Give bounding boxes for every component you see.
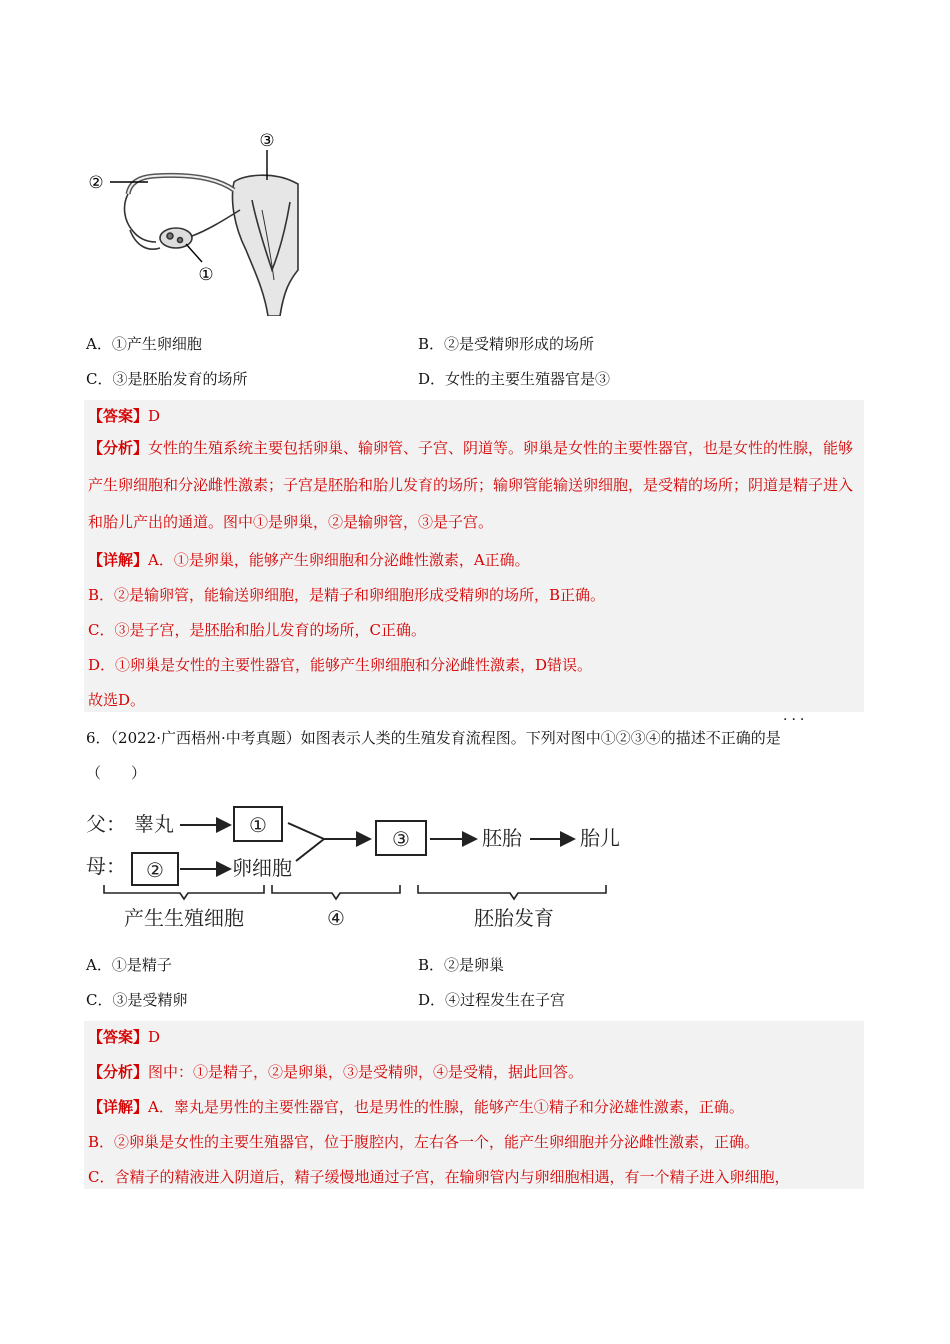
flow-mother: 母： (86, 854, 126, 878)
q6-answer (88, 1026, 160, 1047)
q5-option-d: D．女性的主要生殖器官是③ (418, 370, 611, 388)
flow-box-2-label: ② (146, 858, 164, 882)
q6-detail-a-text: A．睾丸是男性的主要性器官，也是男性的性腺，能够产生①精子和分泌雄性激素，正确。 (148, 1098, 744, 1116)
flow-embryo: 胚胎 (482, 826, 522, 850)
q5-option-b: B．②是受精卵形成的场所 (418, 335, 595, 353)
figure-label-1: ① (198, 265, 214, 285)
flow-box-1-label: ① (249, 813, 267, 837)
q5-detail-a-text: A．①是卵巢，能够产生卵细胞和分泌雌性激素，A正确。 (148, 551, 530, 569)
flow-stage-1: 产生生殖细胞 (124, 906, 244, 930)
q5-detail-tag: 【详解】 (88, 551, 149, 569)
q6-paren: （ ） (86, 764, 147, 782)
q5-option-a: A．①产生卵细胞 (86, 335, 202, 353)
q5-detail-a (88, 549, 530, 570)
figure-label-3: ③ (259, 131, 275, 151)
q5-analysis (88, 430, 860, 541)
q5-detail-c: C．③是子宫，是胚胎和胎儿发育的场所，C正确。 (88, 621, 426, 639)
q6-analysis-tag: 【分析】 (88, 1063, 149, 1081)
q6-detail-tag: 【详解】 (88, 1098, 149, 1116)
q5-analysis-tag: 【分析】 (88, 439, 149, 457)
q6-option-a: A．①是精子 (86, 956, 172, 974)
female-reproductive-system-figure (84, 130, 306, 316)
q5-conclusion: 故选D。 (88, 691, 146, 709)
q6-detail-a (88, 1096, 744, 1117)
q5-detail-b: B．②是输卵管，能输送卵细胞，是精子和卵细胞形成受精卵的场所，B正确。 (88, 586, 606, 604)
q6-answer-value: D (148, 1028, 161, 1046)
q6-answer-tag: 【答案】 (88, 1028, 149, 1046)
q6-analysis (88, 1061, 583, 1082)
q6-stem: 6．（2022·广西梧州·中考真题）如图表示人类的生殖发育流程图。下列对图中①②③④的描述不正确的是 (86, 729, 781, 747)
q6-analysis-text: 图中：①是精子，②是卵巢，③是受精卵，④是受精，据此回答。 (148, 1063, 584, 1081)
q5-option-c: C．③是胚胎发育的场所 (86, 370, 248, 388)
flow-stage-3: 胚胎发育 (474, 906, 554, 930)
q6-option-d: D．④过程发生在子宫 (418, 991, 566, 1009)
q5-answer (88, 405, 160, 426)
q5-answer-value: D (148, 407, 161, 425)
emphasis-dots: ··· (783, 712, 809, 728)
q6-option-c: C．③是受精卵 (86, 991, 188, 1009)
flow-stage-2: ④ (327, 906, 345, 930)
flow-box-3-label: ③ (392, 827, 410, 851)
flow-father: 父： (86, 812, 126, 836)
figure-label-2: ② (88, 173, 104, 193)
flow-egg: 卵细胞 (232, 856, 292, 880)
q6-detail-b: B．②卵巢是女性的主要生殖器官，位于腹腔内，左右各一个，能产生卵细胞并分泌雌性激素，正确。 (88, 1133, 760, 1151)
q6-detail-c: C．含精子的精液进入阴道后，精子缓慢地通过子宫，在输卵管内与卵细胞相遇，有一个精子进入卵细胞， (88, 1168, 790, 1186)
q5-detail-d: D．①卵巢是女性的主要性器官，能够产生卵细胞和分泌雌性激素，D错误。 (88, 656, 593, 674)
flow-testis: 睾丸 (134, 812, 174, 836)
q6-solution-block (84, 1021, 864, 1189)
q5-answer-tag: 【答案】 (88, 407, 149, 425)
q5-analysis-text: 女性的生殖系统主要包括卵巢、输卵管、子宫、阴道等。卵巢是女性的主要性器官，也是女性的性腺，能够产生卵细胞和分泌雌性激素；子宫是胚胎和胎儿发育的场所；输卵管能输送卵细胞，是受精的场所；阴道是精子进入和胎儿产出的通道。图中①是卵巢，②是输卵管，③是子宫。 (88, 439, 854, 531)
reproduction-flowchart (84, 797, 644, 939)
q6-option-b: B．②是卵巢 (418, 956, 505, 974)
q5-solution-block (84, 400, 864, 712)
flow-fetus: 胎儿 (580, 826, 620, 850)
